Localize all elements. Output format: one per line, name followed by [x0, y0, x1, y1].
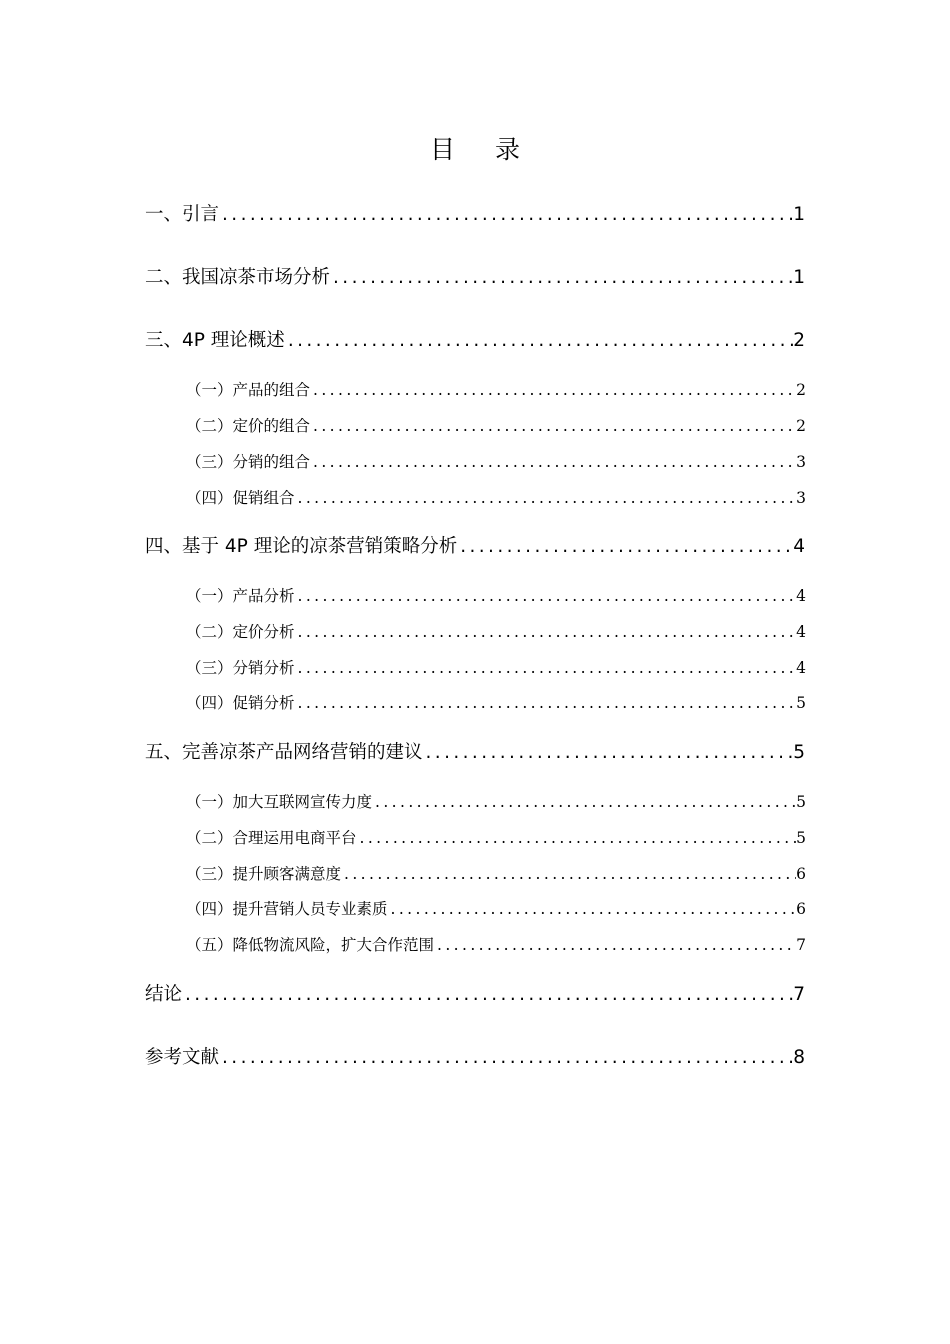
toc-page-number: 7 [793, 984, 805, 1005]
toc-dot-leader [457, 534, 793, 560]
toc-subentry-product-mix[interactable] [186, 379, 806, 401]
toc-entry-label: 二、我国凉茶市场分析 [145, 267, 331, 288]
toc-subentry-internet-promotion[interactable] [186, 791, 806, 813]
toc-page-number: 4 [796, 623, 806, 641]
toc-page-number: 5 [796, 829, 806, 847]
toc-entry-label: （二）合理运用电商平台 [186, 829, 357, 847]
toc-subentry-staff-quality[interactable] [186, 898, 806, 920]
toc-page-number: 7 [796, 936, 806, 954]
toc-subentry-pricing-analysis[interactable] [186, 621, 806, 643]
toc-entry-label: （一）产品分析 [186, 587, 295, 605]
toc-dot-leader [372, 791, 796, 813]
toc-entry-label: （三）分销分析 [186, 659, 295, 677]
toc-subentry-ecommerce[interactable] [186, 827, 806, 849]
toc-page-number: 8 [793, 1047, 805, 1068]
toc-subentry-logistics-risk[interactable] [186, 934, 806, 956]
toc-entry-label: 四、基于 4P 理论的凉茶营销策略分析 [145, 536, 458, 557]
toc-dot-leader [295, 657, 797, 679]
toc-page-number: 2 [796, 381, 806, 399]
toc-page-number: 1 [793, 267, 805, 288]
toc-dot-leader [310, 451, 796, 473]
toc-entry-label: （四）促销分析 [186, 694, 295, 712]
toc-page-number: 2 [796, 417, 806, 435]
toc-entry-label: （三）分销的组合 [186, 453, 311, 471]
toc-page-number: 5 [796, 694, 806, 712]
toc-entry-label: 参考文献 [145, 1047, 220, 1068]
toc-entry-label: 一、引言 [145, 204, 220, 225]
toc-title: 目 录 [430, 135, 536, 164]
toc-subentry-distribution-mix[interactable] [186, 451, 806, 473]
toc-dot-leader [423, 740, 794, 766]
toc-dot-leader [295, 692, 797, 714]
toc-page-number: 6 [796, 900, 806, 918]
toc-entry-references[interactable] [145, 1045, 805, 1071]
toc-entry-label: 五、完善凉茶产品网络营销的建议 [145, 742, 423, 763]
toc-entry-label: （一）加大互联网宣传力度 [186, 793, 373, 811]
toc-entry-label: 三、4P 理论概述 [145, 330, 285, 351]
toc-entry-4p-overview[interactable] [145, 328, 805, 354]
toc-entry-label: （五）降低物流风险，扩大合作范围 [186, 936, 435, 954]
toc-dot-leader [219, 1045, 793, 1071]
toc-dot-leader [310, 379, 796, 401]
toc-subentry-customer-satisfaction[interactable] [186, 863, 806, 885]
toc-page-number: 2 [793, 330, 805, 351]
toc-dot-leader [285, 328, 793, 354]
toc-entry-label: （四）提升营销人员专业素质 [186, 900, 388, 918]
toc-dot-leader [295, 585, 797, 607]
toc-entry-label: （二）定价的组合 [186, 417, 311, 435]
toc-dot-leader [357, 827, 797, 849]
toc-entry-market-analysis[interactable] [145, 265, 805, 291]
toc-entry-suggestions[interactable] [145, 740, 805, 766]
toc-dot-leader [310, 415, 796, 437]
toc-entry-label: （二）定价分析 [186, 623, 295, 641]
toc-page-number: 5 [796, 793, 806, 811]
toc-page-number: 3 [796, 489, 806, 507]
toc-dot-leader [341, 863, 796, 885]
toc-page-number: 3 [796, 453, 806, 471]
toc-page-number: 4 [796, 659, 806, 677]
toc-page-number: 4 [796, 587, 806, 605]
toc-subentry-promotion-mix[interactable] [186, 487, 806, 509]
toc-entry-label: （一）产品的组合 [186, 381, 311, 399]
toc-dot-leader [295, 621, 797, 643]
toc-subentry-distribution-analysis[interactable] [186, 657, 806, 679]
toc-entry-strategy-analysis[interactable] [145, 534, 805, 560]
toc-page-number: 6 [796, 865, 806, 883]
toc-entry-label: （三）提升顾客满意度 [186, 865, 342, 883]
toc-dot-leader [434, 934, 796, 956]
toc-page-number: 5 [793, 742, 805, 763]
toc-entry-label: 结论 [145, 984, 183, 1005]
toc-subentry-pricing-mix[interactable] [186, 415, 806, 437]
toc-entry-introduction[interactable] [145, 202, 805, 228]
toc-dot-leader [182, 982, 793, 1008]
toc-dot-leader [219, 202, 793, 228]
toc-subentry-promotion-analysis[interactable] [186, 692, 806, 714]
toc-entry-conclusion[interactable] [145, 982, 805, 1008]
toc-dot-leader [295, 487, 797, 509]
toc-page-number: 4 [793, 536, 805, 557]
toc-entry-label: （四）促销组合 [186, 489, 295, 507]
toc-dot-leader [330, 265, 793, 291]
toc-page-number: 1 [793, 204, 805, 225]
toc-subentry-product-analysis[interactable] [186, 585, 806, 607]
toc-dot-leader [388, 898, 797, 920]
